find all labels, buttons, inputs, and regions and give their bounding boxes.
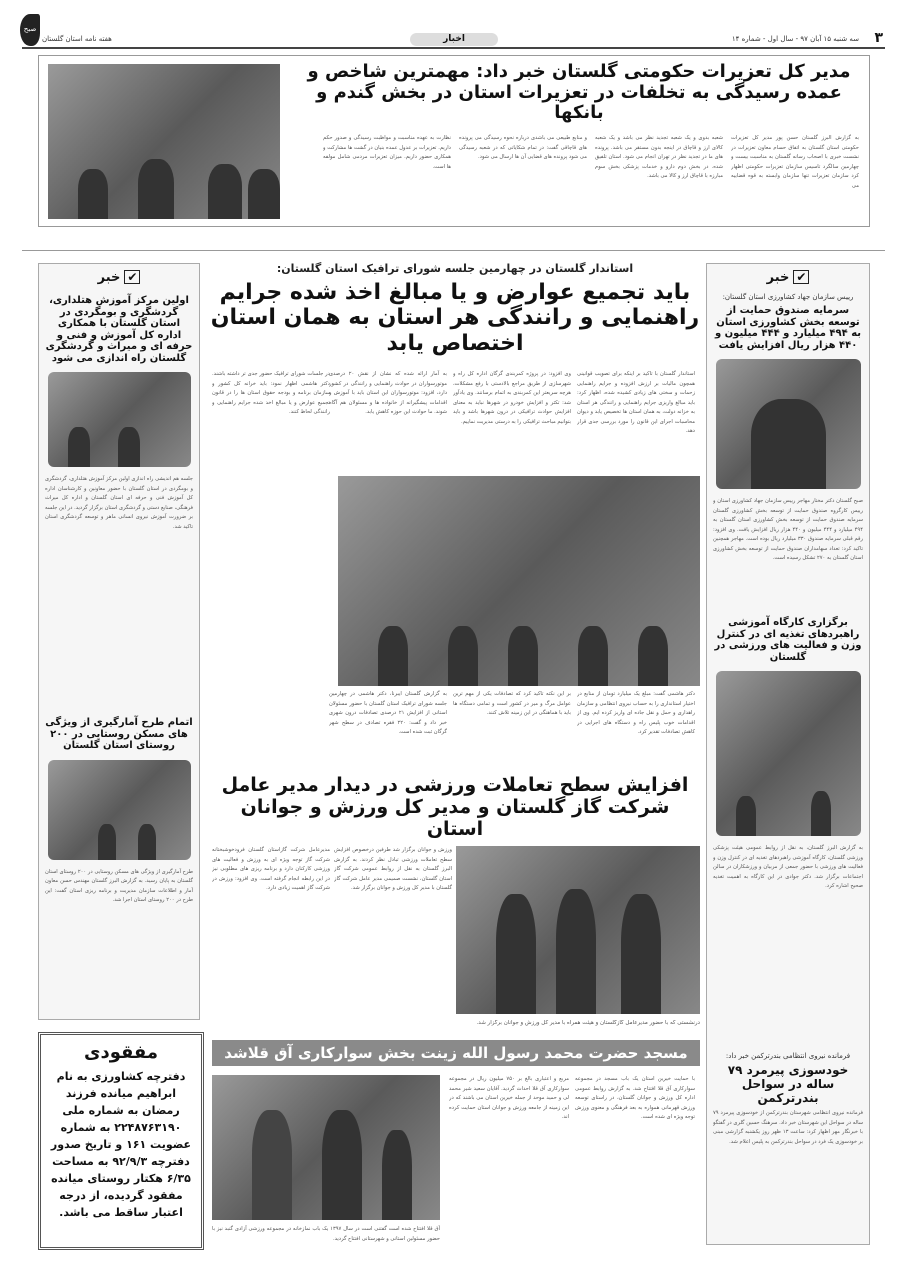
right-story3-body: فرمانده نیروی انتظامی شهرستان بندرترکمن از خودسوزی پیرمرد ۷۹ ساله در سواحل این شهرستان خبر داد. سرهنگ حسین گلری در گفتگو با خبرنگار مهر اظهار کرد: ساعت ۱۳ ظهر روز یکشنبه گزارشی مبنی بر خودسوزی یک فرد در سواحل بندرترکمن به پلیس اعلام شد.	[713, 1110, 863, 1145]
gas-col2: مدیرعامل شرکت گازاستان گلستان فرودخوشبختانه شرکت گاز توجه ویژه ای به ورزش و فعالیت های ورزشی کارکنان دارد و برنامه ریزی های مطلوبی نیز در این رابطه انجام گرفته است. وی افزود: ورزش در شرکت گاز اهمیت زیادی دارد.	[212, 847, 330, 891]
left-news-tag: ✔خبر	[39, 270, 199, 285]
traffic-headline: باید تجمیع عوارض و یا مبالغ اخذ شده جرایم راهنمایی و رانندگی هر استان به همان استان اختصاص یابد	[210, 280, 700, 356]
divider	[22, 250, 885, 251]
right-story-photo	[716, 359, 861, 489]
left-story2-photo	[48, 760, 191, 860]
traffic-col4: در جلسات شورای ترافیک حضور جدی تر داشته باشند. دکتر هاشمی اظهار نمود: باید خرانه کل کشور و سازمان برنامه و بودجه حقوق استان ها را در قانون تجمیع عوارض و یا مبالغ اخذ شده جرایم راهنمایی و رانندگی لحاظ کنند.	[212, 371, 330, 415]
check-icon: ✔	[124, 270, 140, 284]
traffic-col7: به گزارش گلستان ایبرنا، دکتر هاشمی در چهارمین جلسه شورای ترافیک استان گلستان با حضور مسئولان استانی از افزایش ۲۱ درصدی تصادفات درون شهری خبر داد و گفت: ۲۲۰ فقره تصادف در سطح شهر گرگان ثبت شده است.	[329, 691, 447, 735]
mosque-col1: با حمایت خیرین استان یک باب مسجد در مجموعه سوارکاری آق قلا افتتاح شد. به گزارش روابط عمومی اداره کل ورزش و جوانان گلستان، در راستای توسعه ورزش قهرمانی همواره به بعد فرهنگی و معنوی ورزش توجه ویژه ای شده است.	[575, 1076, 695, 1120]
left-story-body: جلسه هم اندیشی راه اندازی اولین مرکز آموزش هتلداری، گردشگری و بومگردی در استان گلستان با حضور معاونین و کارشناسان اداره کل آموزش فنی و حرفه ای استان گلستان و اداره کل میراث فرهنگی، صنایع دستی و گردشگری استان برگزار گردید. در این جلسه بر ضرورت آموزش نیروی انسانی ماهر و توسعه گردشگری استان تاکید شد.	[45, 476, 193, 530]
left-story2-headline: اتمام طرح آمارگیری از ویژگی های مسکن روستایی در ۲۰۰ روستای استان گلستان	[45, 717, 193, 751]
top-story-col4: نظارت به عهده مناسبت و مواظبت رسیدگی و صدور حکم داریم. تعزیرات بر عدول عمده بنیان در گشت ها مشارکت و همکاری حضور داریم. میزان تعزیرات مردمی شامل مولفه ها است.	[323, 135, 451, 170]
mosque-col2: مربع و اعتباری بالغ بر ۷۵۰ میلیون ریال در مجموعه سوارکاری آق قلا احداث گردید. آقایان سعید شیر محمد لی و حمید موحد از جمله خیرین استان می باشند که در این زمینه از جامعه ورزش و جوانان استان حمایت کرده اند.	[449, 1076, 569, 1120]
top-story-col2: شعبه بدوی و یک شعبه تجدید نظر می باشد و یک شعبه کالای ارز و قاچاق در اینجه بدون مستقر می باشد. پرونده های ما در تجدید نظر در تهران انجام می شود. استان تلفیق شده. در بخش دوم دارو و خدمات پزشکی بخش سوم مبارزه با قاچاق ارز و کالا می باشد.	[595, 135, 723, 179]
traffic-photo	[338, 476, 700, 686]
traffic-col2: وی افزود: در پروژه کمربندی گرگان اداره کل راه و شهرسازی از طریق مراجع بالادستی با رفع مشکلات، هرچه سریعتر این کمربندی به اتمام برسانند. وی یادآور شد: تکثر و افزایش خودرو در شهرها نباید به معنای افزایش حوادث ترافیکی در درون شهرها باشد و باید بتوانیم مباحث ترافیکی را به درستی مدیریت نماییم.	[453, 371, 571, 425]
top-story	[38, 55, 870, 227]
left-story2-body: طرح آمارگیری از ویژگی های مسکن روستایی در ۲۰۰ روستای استان گلستان به پایان رسید. به گزارش البرز گلستان مهندس حسن معاون آمار و اطلاعات سازمان مدیریت و برنامه ریزی استان گفت: این طرح در ۲۰۰ روستای استان اجرا شد.	[45, 868, 193, 903]
mosque-banner: مسجد حضرت محمد رسول الله زینت بخش سوارکاری آق قلاشد	[212, 1040, 700, 1066]
right-story-kicker: رییس سازمان جهاد کشاورزی استان گلستان:	[722, 293, 854, 301]
right-story2-headline: برگزاری کارگاه آموزشی راهبردهای تغذیه ای در کنترل وزن و فعالیت های ورزشی در گلستان	[714, 617, 862, 663]
paper-name: هفته نامه استان گلستان	[42, 35, 112, 43]
top-story-photo	[48, 64, 280, 219]
gas-headline: افزایش سطح تعاملات ورزشی در دیدار مدیر عامل شرکت گاز گلستان و مدیر کل ورزش و جوانان استان	[221, 774, 689, 840]
right-story3-headline: خودسوزی پیرمرد ۷۹ ساله در سواحل بندرترکمن	[727, 1063, 849, 1105]
top-story-headline: مدیر کل تعزیرات حکومتی گلستان خبر داد: مهمترین شاخص و عمده رسیدگی به تخلفات در تعزیرات استان در بخش گندم و بانکها	[307, 61, 851, 124]
gas-photo	[456, 846, 700, 1014]
page-number: ۳	[874, 30, 883, 46]
traffic-kicker: استاندار گلستان در چهارمین جلسه شورای ترافیک استان گلستان:	[276, 262, 634, 275]
mosque-col3: آق قلا افتتاح شده است گفتنی است در سال ۱۳۹۷ یک باب نمازخانه در مجموعه ورزشی آزادی گنبد نیز با حضور مسئولین استانی و شهرستانی افتتاح گردید.	[212, 1226, 440, 1242]
date-line: سه شنبه ۱۵ آبان ۹۷ - سال اول - شماره ۱۴	[731, 35, 859, 43]
right-news-tag: ✔خبر	[707, 270, 869, 285]
traffic-col5: دکتر هاشمی گفت: مبلغ یک میلیارد تومان از منابع در اختیار استانداری را به حساب نیروی انتظامی و سازمان راهداری و حمل و نقل جاده ای واریز کرده ایم. وی از اقدامات خوب پلیس راه و دستگاه های اجرایی در کاهش تصادفات تقدیر کرد.	[577, 691, 695, 735]
left-story-photo	[48, 372, 191, 467]
mosque-photo	[212, 1075, 440, 1220]
section-label: اخبار	[410, 33, 498, 46]
top-story-col1: به گزارش البرز گلستان حسن پور مدیر کل تعزیرات حکومتی استان گلستان به اتفاق حسام معاون تعزیرات در نشست خبری با اصحاب رسانه گلستان به مناسبت بیست و چهارمین سالگرد تاسیس سازمان تعزیرات حکومتی اظهار کرد سازمان تعزیرات تنها سازمان وابسته به قوه قضاییه می	[731, 135, 859, 189]
left-story-headline: اولین مرکز آموزش هتلداری، گردشگری و بومگردی در استان گلستان با همکاری اداره کل آموزش و فنی و حرفه ای و میراث و گردشگری گلستان راه اندازی می شود	[45, 295, 193, 364]
right-story3-kicker: فرمانده نیروی انتظامی بندرترکمن خبر داد:	[725, 1052, 851, 1060]
right-story2-photo	[716, 671, 861, 836]
right-story2-body: به گزارش البرز گلستان، به نقل از روابط عمومی هیئت پزشکی ورزشی گلستان، کارگاه آموزشی راهبردهای تغذیه ای در کنترل وزن و فعالیت های ورزشی با حضور جمعی از مربیان و ورزشکاران در سالن اجتماعات برگزار شد. دکتر جوادی در این کارگاه به اهمیت تغذیه صحیح اشاره کرد.	[713, 845, 863, 889]
newspaper-logo: صبح	[20, 14, 40, 46]
lost-notice-title: مفقودی	[83, 1042, 159, 1063]
traffic-col6: بر این نکته تاکید کرد که تصادفات یکی از مهم ترین عوامل مرگ و میر در کشور است و تمامی دستگاه ها باید با هماهنگی در این زمینه تلاش کنند.	[453, 691, 571, 716]
lost-notice-text: دفترچه کشاورزی به نام ابراهیم میانده فرزند رمضان به شماره ملی ۲۲۴۸۷۶۳۱۹۰ به شماره عضویت ۱۶۱ و تاریخ صدور دفترچه ۹۲/۹/۳ به مساحت ۶/۳۵ هکتار روستای میانده مفقود گردیده، از درجه اعتبار ساقط می باشد.	[50, 1069, 192, 1219]
gas-caption: درنشستی که با حضور مدیرعامل گازگلستان و هیئت همراه با مدیر کل ورزش و جوانان برگزار شد.	[476, 1020, 700, 1026]
right-story-headline: سرمایه صندوق حمایت از توسعه بخش کشاورزی استان به ۴۹۴ میلیارد و ۴۴۴ میلیون و ۴۴۰ هزار ریال افزایش یافت	[714, 305, 862, 351]
right-news-box	[706, 263, 870, 1245]
top-story-col3: و منابع طبیعی می باشدی درباره نحوه رسیدگی می پرونده های قاچاقی گفت: در تمام شکایاتی که در شعبه رسیدگی می شود پرونده های قضایی آن ها ارسال می شود.	[459, 135, 587, 160]
check-icon: ✔	[793, 270, 809, 284]
header-rule	[22, 47, 885, 49]
traffic-col1: استاندار گلستان با تاکید بر اینکه برای تصویب قوانینی همچون مالیات بر ارزش افزوده و جرایم راهنمایی زحمات و سختی های زیادی کشیده شده، اظهار کرد: باید مبالغ واریزی جرایم راهنمایی و رانندگی هر استان به خزانه دولت، به همان استان ها تخصیص یابد و دیوان محاسبات اجرای این قانون را مورد بررسی جدی قرار دهد.	[577, 371, 695, 434]
traffic-col3: به آمار ارائه شده که نشان از نقش ۲۰ درصدی موتورسواران در حوادث راهنمایی و رانندگی در کشور دارد، افزود: موتورسواران این استان باید با آموزش و اقدامات پیشگیرانه از خانواده ها و مسئولان هم آگاه شوند. ما حوادث این حوزه کاهش یابد.	[329, 371, 447, 415]
left-news-box	[38, 263, 200, 1020]
lost-notice-box	[38, 1032, 204, 1250]
right-story-body: صبح گلستان دکتر مختار مهاجر رییس سازمان جهاد کشاورزی استان و رییس کارگروه صندوق حمایت از توسعه بخش کشاورزی گلستان سرمایه صندوق حمایت از توسعه بخش کشاورزی استان گلستان به ۴۹۴ میلیارد و ۴۴۴ میلیون و ۴۴۰ هزار ریال افزایش یافت. وی افزود: رقم قبلی سرمایه صندوق ۳۳۰ میلیارد ریال بوده است. مهاجر همچنین تاکید کرد: تعداد سهامداران صندوق حمایت از توسعه بخش کشاورزی استان گلستان به ۲۷۰ تشکل رسیده است.	[713, 498, 863, 561]
gas-col1: ورزش و جوانان برگزار شد طرفین درخصوص افزایش سطح تعاملات ورزشی تبادل نظر کردند. به گزارش البرز گلستان به نقل از روابط عمومی شرکت گاز استان گلستان، نشست صمیمی مدیر عامل شرکت گاز گلستان با مدیر کل ورزش و جوانان برگزار شد.	[334, 847, 452, 891]
